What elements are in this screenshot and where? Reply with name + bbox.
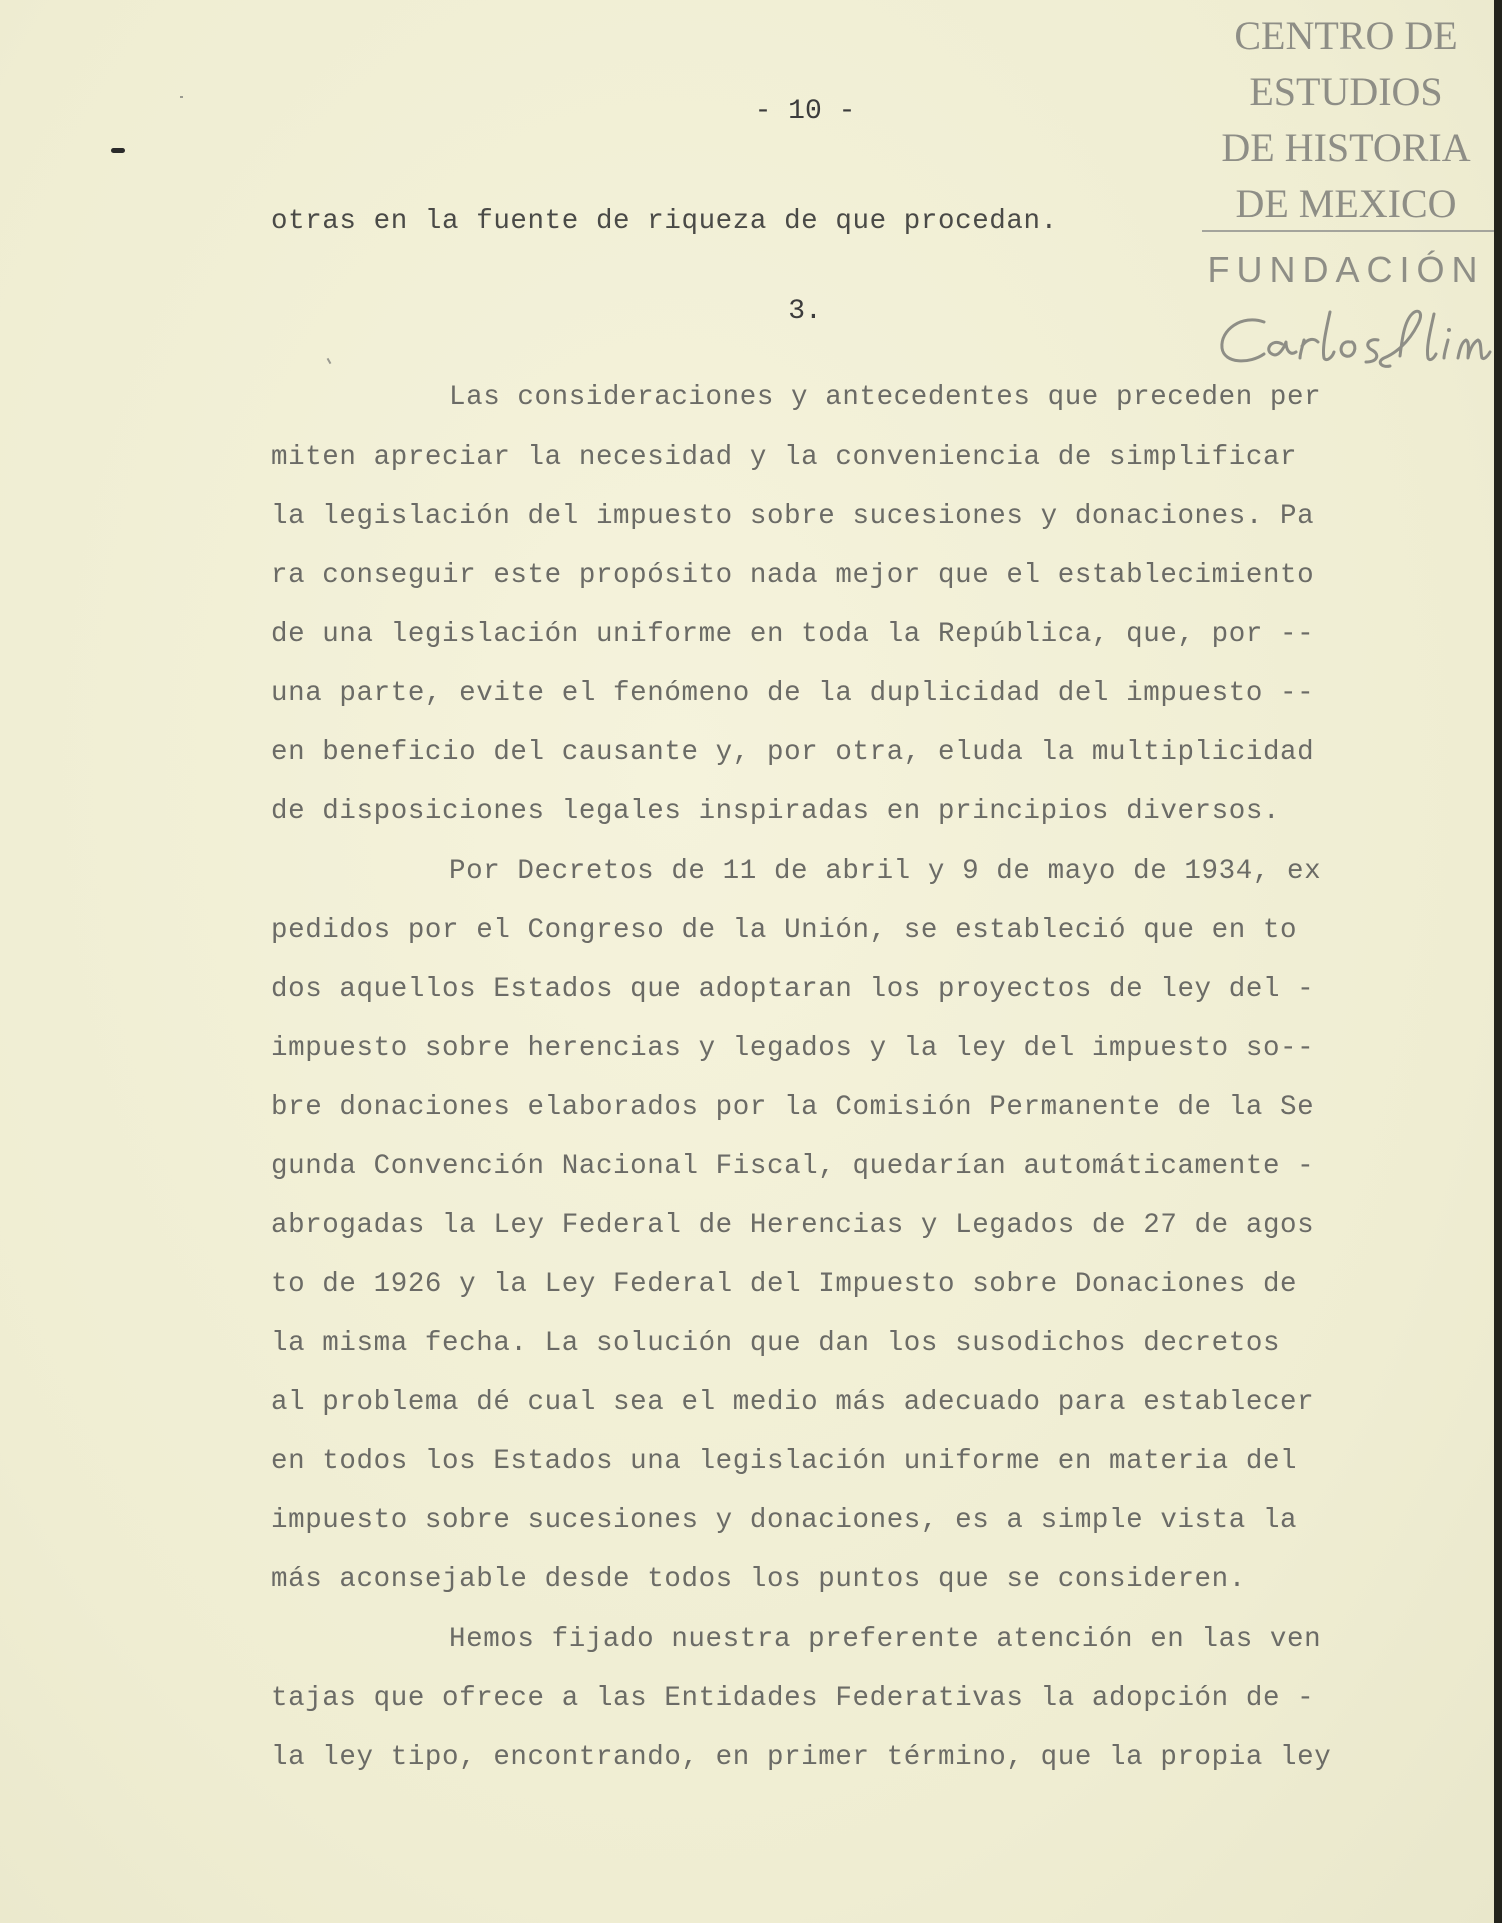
ink-speck (327, 358, 332, 364)
body-text-line: to de 1926 y la Ley Federal del Impuesto sobre Donaciones de (271, 1269, 1298, 1300)
body-text-line: bre donaciones elaborados por la Comisión Permanente de la Se (271, 1092, 1315, 1123)
ink-mark (111, 148, 125, 153)
archive-watermark (1196, 8, 1494, 368)
watermark-line: ESTUDIOS (1249, 69, 1443, 114)
body-text-line: tajas que ofrece a las Entidades Federativas la adopción de - (271, 1683, 1315, 1714)
ink-speck (180, 96, 183, 98)
body-text-line: otras en la fuente de riqueza de que procedan. (271, 206, 1058, 237)
body-text-line: al problema dé cual sea el medio más adecuado para establecer (271, 1387, 1315, 1418)
body-text-line: gunda Convención Nacional Fiscal, quedarían automáticamente - (271, 1151, 1315, 1182)
page-number: - 10 - (754, 96, 856, 127)
body-text-line: la legislación del impuesto sobre sucesiones y donaciones. Pa (271, 501, 1315, 532)
body-text-line: Las consideraciones y antecedentes que preceden per (449, 382, 1322, 413)
body-text-line: de una legislación uniforme en toda la República, que, por -- (271, 619, 1315, 650)
body-text-line: en todos los Estados una legislación uniforme en materia del (271, 1446, 1298, 1477)
body-text-line: miten apreciar la necesidad y la conveniencia de simplificar (271, 442, 1298, 473)
scan-border (1494, 0, 1502, 1923)
body-text-line: de disposiciones legales inspiradas en principios diversos. (271, 796, 1281, 827)
body-text-line: la ley tipo, encontrando, en primer término, que la propia ley (271, 1742, 1332, 1773)
watermark-line: CENTRO DE (1234, 13, 1458, 58)
body-text-line: Hemos fijado nuestra preferente atención en las ven (449, 1624, 1322, 1655)
body-text-line: una parte, evite el fenómeno de la duplicidad del impuesto -- (271, 678, 1315, 709)
body-text-line: dos aquellos Estados que adoptaran los proyectos de ley del - (271, 974, 1315, 1005)
watermark-divider (1202, 230, 1494, 232)
body-text-line: pedidos por el Congreso de la Unión, se estableció que en to (271, 915, 1298, 946)
watermark-line: DE HISTORIA (1221, 125, 1471, 170)
body-text-line: la misma fecha. La solución que dan los susodichos decretos (271, 1328, 1281, 1359)
body-text-line: en beneficio del causante y, por otra, eluda la multiplicidad (271, 737, 1315, 768)
body-text-line: ra conseguir este propósito nada mejor que el establecimiento (271, 560, 1315, 591)
watermark-fundacion: FUNDACIÓN (1207, 249, 1485, 290)
body-text-line: impuesto sobre sucesiones y donaciones, es a simple vista la (271, 1505, 1298, 1536)
signature-logo (1212, 304, 1494, 374)
watermark-line: DE MEXICO (1235, 181, 1457, 226)
body-text-line: más aconsejable desde todos los puntos que se consideren. (271, 1564, 1246, 1595)
body-text-line: impuesto sobre herencias y legados y la ley del impuesto so-- (271, 1033, 1315, 1064)
body-text-line: abrogadas la Ley Federal de Herencias y Legados de 27 de agos (271, 1210, 1315, 1241)
body-text-line: Por Decretos de 11 de abril y 9 de mayo de 1934, ex (449, 856, 1322, 887)
section-number: 3. (788, 296, 822, 327)
